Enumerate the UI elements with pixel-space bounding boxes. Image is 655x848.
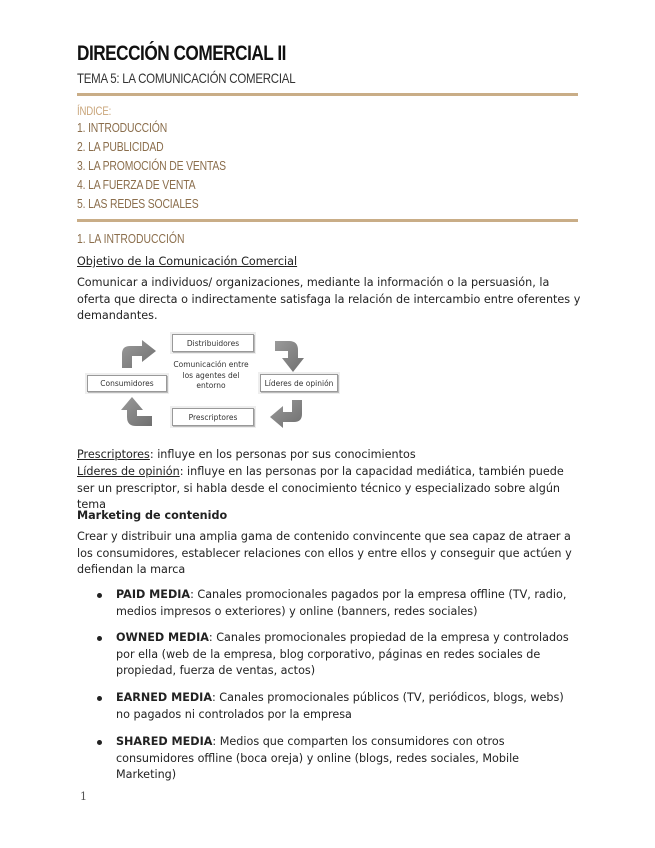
objective-title: Objetivo de la Comunicación Comercial bbox=[77, 255, 298, 268]
index-item-5: 5. LAS REDES SOCIALES bbox=[77, 196, 199, 211]
bullet-term: EARNED MEDIA bbox=[116, 691, 212, 704]
page-title: DIRECCIÓN COMERCIAL II bbox=[77, 42, 286, 65]
prescriptores-text: : influye en los personas por sus conocimientos bbox=[149, 448, 416, 461]
page-number: 1 bbox=[80, 790, 87, 803]
bullet-earned-media bbox=[116, 690, 581, 723]
bullet-text: : Medios que comparten los consumidores con otros consumidores offline (boca oreja) y online (blogs, redes sociales, Mobile Marketing) bbox=[116, 735, 520, 781]
bullet-dot bbox=[97, 740, 102, 745]
diagram-center-label: Comunicación entre los agentes del entorno bbox=[173, 360, 249, 390]
lideres-definition bbox=[77, 464, 582, 514]
objective-text: Comunicar a individuos/ organizaciones, mediante la información o la persuasión, la oferta que directa o indirectamente satisfaga la relación de intercambio entre oferentes y demandantes. bbox=[77, 276, 581, 322]
bullet-owned-media bbox=[116, 630, 581, 680]
prescriptores-definition bbox=[77, 447, 582, 464]
bullet-text: : Canales promocionales públicos (TV, periódicos, blogs, webs) no pagados ni controlados por la empresa bbox=[116, 691, 564, 721]
bullet-paid-media bbox=[116, 587, 581, 620]
diagram-node-prescriptores: Prescriptores bbox=[172, 408, 254, 426]
index-item-1: 1. INTRODUCCIÓN bbox=[77, 120, 168, 135]
index-heading: ÍNDICE: bbox=[77, 104, 112, 118]
arrow-top-right-icon bbox=[275, 341, 304, 372]
bullet-text: : Canales promocionales pagados por la empresa offline (TV, radio, medios impresos o exteriores) y online (banners, redes sociales) bbox=[116, 588, 567, 618]
bullet-term: PAID MEDIA bbox=[116, 588, 191, 601]
marketing-title: Marketing de contenido bbox=[77, 509, 228, 522]
bullet-dot bbox=[97, 636, 102, 641]
index-item-3: 3. LA PROMOCIÓN DE VENTAS bbox=[77, 158, 226, 173]
bullet-term: OWNED MEDIA bbox=[116, 631, 209, 644]
arrow-bottom-left-icon bbox=[121, 397, 152, 426]
index-item-2: 2. LA PUBLICIDAD bbox=[77, 139, 164, 154]
divider-index bbox=[77, 219, 578, 222]
bullet-dot bbox=[97, 593, 102, 598]
bullet-text: : Canales promocionales propiedad de la empresa y controlados por ella (web de la empresa, blog corporativo, páginas en redes sociales de propiedad, fuerza de ventas, actos) bbox=[116, 631, 569, 677]
lideres-text: : influye en las personas por la capacidad mediática, también puede ser un prescriptor, si habla desde el conocimiento técnico y especializado sobre algún tema bbox=[77, 465, 564, 511]
bullet-term: SHARED MEDIA bbox=[116, 735, 213, 748]
index-item-4: 4. LA FUERZA DE VENTA bbox=[77, 177, 196, 192]
marketing-text: Crear y distribuir una amplia gama de contenido convincente que sea capaz de atraer a los consumidores, establecer relaciones con ellos y entre ellos y conseguir que actúen y defiendan la marca bbox=[77, 530, 572, 576]
diagram-node-distribuidores: Distribuidores bbox=[172, 334, 254, 352]
bullet-dot bbox=[97, 696, 102, 701]
diagram-node-consumidores: Consumidores bbox=[87, 375, 167, 392]
section-heading: 1. LA INTRODUCCIÓN bbox=[77, 231, 185, 246]
lideres-term: Líderes de opinión bbox=[77, 465, 180, 478]
prescriptores-term: Prescriptores bbox=[77, 448, 150, 461]
arrow-bottom-right-icon bbox=[270, 400, 302, 428]
arrow-top-left-icon bbox=[122, 340, 156, 368]
divider-top bbox=[77, 93, 578, 96]
bullet-shared-media bbox=[116, 734, 581, 784]
page-subtitle: TEMA 5: LA COMUNICACIÓN COMERCIAL bbox=[77, 70, 296, 86]
diagram-node-lideres: Líderes de opinión bbox=[260, 374, 338, 392]
